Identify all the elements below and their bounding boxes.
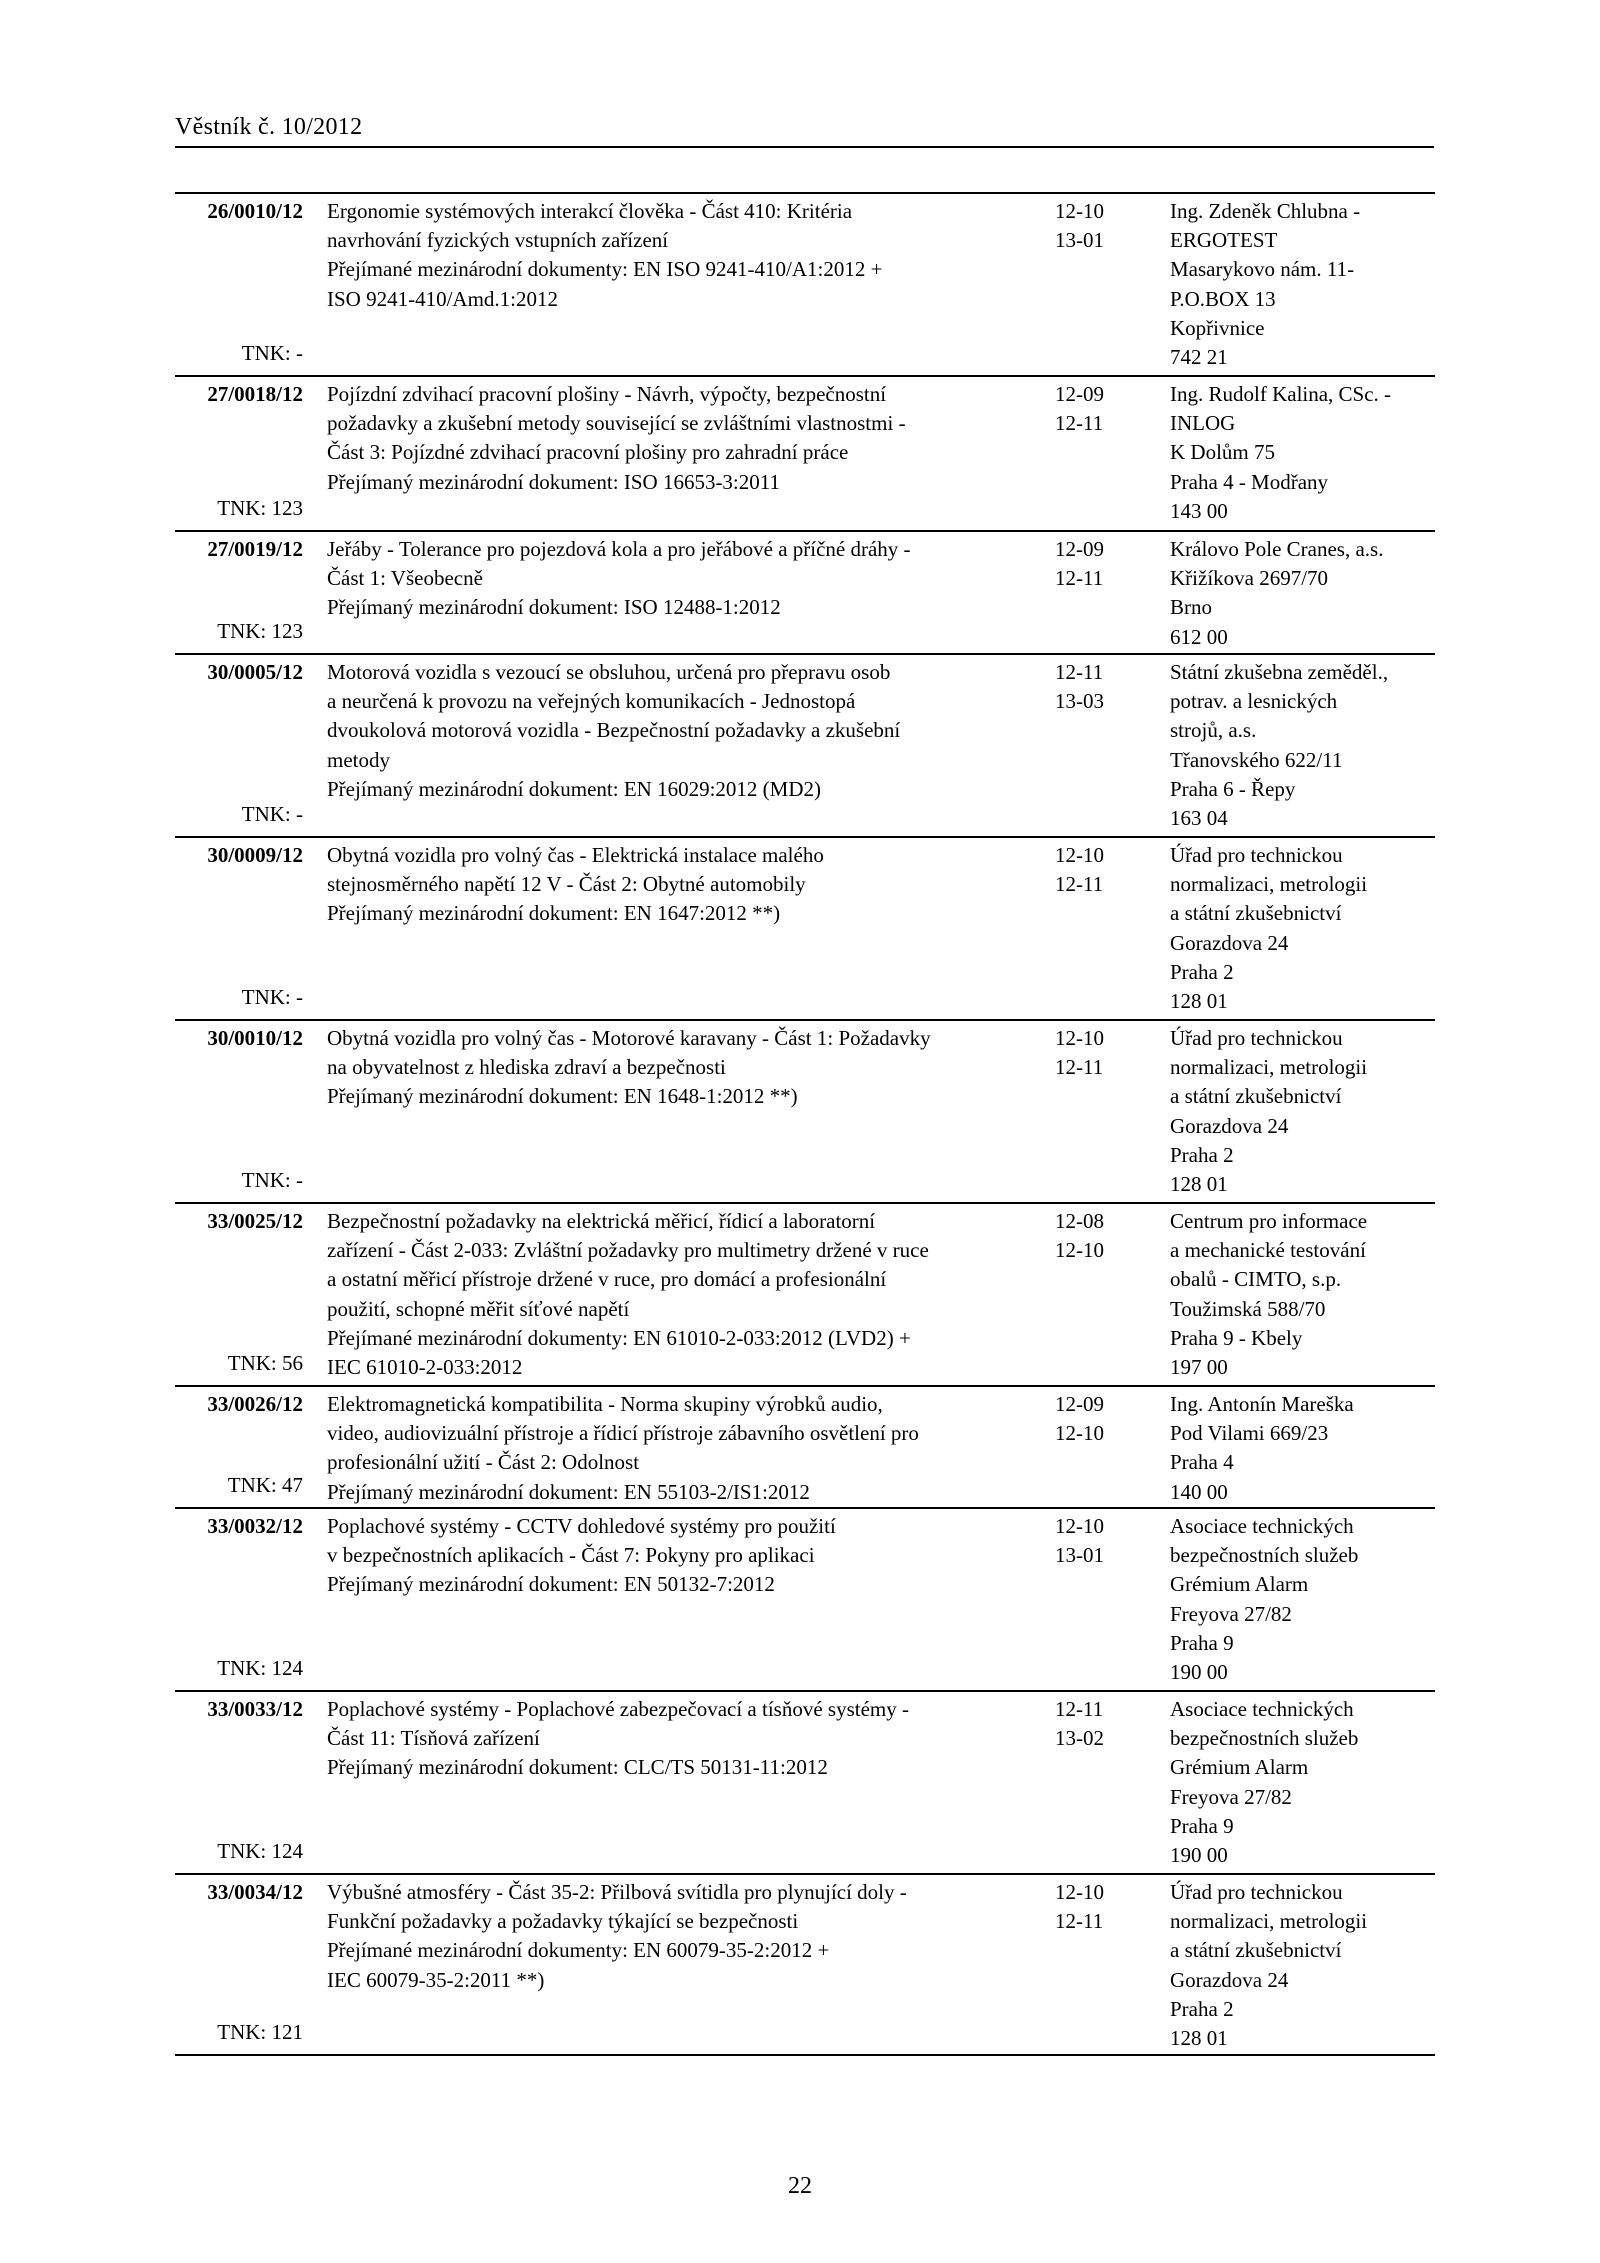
dates-cell [1055, 1207, 1135, 1265]
date-value: 12-11 [1055, 872, 1104, 897]
dates-cell [1055, 658, 1135, 716]
title-line: Přejímaný mezinárodní dokument: CLC/TS 50131-11:2012 [327, 1755, 828, 1780]
address-line: Praha 9 - Kbely [1170, 1325, 1303, 1350]
address-line: Toužimská 588/70 [1170, 1296, 1326, 1321]
title-line: Obytná vozidla pro volný čas - Motorové karavany - Část 1: Požadavky [327, 1026, 931, 1050]
title-line: Obytná vozidla pro volný čas - Elektrická instalace malého [327, 843, 824, 867]
address-line: Grémium Alarm [1170, 1572, 1309, 1597]
table-row [175, 192, 1435, 375]
row-id-cell [175, 841, 303, 1016]
row-id-cell [175, 1878, 303, 2051]
address-line: Kopřivnice [1170, 315, 1265, 340]
title-line: Přejímané mezinárodní dokumenty: EN ISO 9241-410/A1:2012 + [327, 257, 883, 282]
address-line: a státní zkušebnictví [1170, 1084, 1342, 1109]
title-line: na obyvatelnost z hlediska zdraví a bezpečnosti [327, 1055, 726, 1080]
address-line: Praha 9 [1170, 1813, 1234, 1838]
date-value: 12-10 [1055, 1514, 1104, 1538]
tnk-label: TNK: - [241, 340, 303, 365]
address-line: bezpečnostních služeb [1170, 1726, 1359, 1751]
address-cell [1170, 535, 1440, 652]
table-row [175, 530, 1435, 653]
title-line: Přejímaný mezinárodní dokument: EN 1647:2012 **) [327, 901, 781, 926]
project-number: 33/0033/12 [207, 1697, 303, 1721]
title-cell [327, 658, 1047, 804]
date-value: 12-11 [1055, 660, 1104, 684]
title-line: Poplachové systémy - Poplachové zabezpečovací a tísňové systémy - [327, 1697, 909, 1721]
project-number: 30/0010/12 [207, 1026, 303, 1050]
title-line: Jeřáby - Tolerance pro pojezdová kola a pro jeřábové a příčné dráhy - [327, 537, 911, 561]
address-cell [1170, 658, 1440, 833]
project-number: 30/0005/12 [207, 660, 303, 684]
address-line: Centrum pro informace [1170, 1209, 1368, 1233]
table-row [175, 1385, 1435, 1507]
date-value: 12-10 [1055, 1880, 1104, 1904]
address-cell [1170, 1878, 1440, 2053]
title-line: dvoukolová motorová vozidla - Bezpečnostní požadavky a zkušební [327, 718, 901, 743]
title-cell [327, 1390, 1047, 1507]
address-line: Ing. Antonín Mareška [1170, 1392, 1354, 1416]
address-line: 190 00 [1170, 1843, 1228, 1868]
address-line: Brno [1170, 595, 1212, 620]
tnk-label: TNK: - [241, 801, 303, 826]
address-line: Praha 6 - Řepy [1170, 776, 1296, 801]
project-number: 27/0019/12 [207, 537, 303, 561]
date-value: 12-10 [1055, 199, 1104, 223]
tnk-label: TNK: 47 [227, 1472, 303, 1497]
title-line: Přejímané mezinárodní dokumenty: EN 60079-35-2:2012 + [327, 1938, 830, 1963]
address-line: Grémium Alarm [1170, 1755, 1309, 1780]
project-number: 33/0034/12 [207, 1880, 303, 1904]
address-line: a státní zkušebnictví [1170, 1938, 1342, 1963]
address-line: Královo Pole Cranes, a.s. [1170, 537, 1384, 561]
address-line: Asociace technických [1170, 1697, 1354, 1721]
address-line: Praha 9 [1170, 1630, 1234, 1655]
dates-cell [1055, 1878, 1135, 1936]
date-value: 13-03 [1055, 689, 1104, 714]
address-line: Praha 2 [1170, 1142, 1234, 1167]
title-cell [327, 535, 1047, 623]
tnk-label: TNK: 124 [217, 1655, 303, 1680]
address-line: Praha 2 [1170, 1996, 1234, 2021]
project-number: 26/0010/12 [207, 199, 303, 223]
table-row [175, 1019, 1435, 1202]
title-line: zařízení - Část 2-033: Zvláštní požadavky pro multimetry držené v ruce [327, 1238, 929, 1263]
address-line: 143 00 [1170, 498, 1228, 523]
date-value: 12-10 [1055, 1238, 1104, 1263]
address-line: strojů, a.s. [1170, 718, 1257, 743]
date-value: 12-10 [1055, 1026, 1104, 1050]
table-row [175, 1202, 1435, 1385]
address-line: Praha 4 - Modřany [1170, 469, 1329, 494]
address-line: 128 01 [1170, 2026, 1228, 2051]
tnk-label: TNK: - [241, 1167, 303, 1192]
address-line: Pod Vilami 669/23 [1170, 1421, 1329, 1446]
title-line: Přejímané mezinárodní dokumenty: EN 61010-2-033:2012 (LVD2) + [327, 1325, 911, 1350]
title-line: profesionální užití - Část 2: Odolnost [327, 1450, 640, 1475]
title-line: Přejímaný mezinárodní dokument: EN 50132-7:2012 [327, 1572, 775, 1597]
address-line: Praha 2 [1170, 959, 1234, 984]
address-line: Úřad pro technickou [1170, 1026, 1343, 1050]
table-row [175, 375, 1435, 530]
address-line: Freyova 27/82 [1170, 1784, 1292, 1809]
address-line: Ing. Zdeněk Chlubna - [1170, 199, 1361, 223]
project-number: 27/0018/12 [207, 382, 303, 406]
address-line: Praha 4 [1170, 1450, 1234, 1475]
address-line: K Dolům 75 [1170, 440, 1275, 465]
address-line: 128 01 [1170, 989, 1228, 1014]
date-value: 12-11 [1055, 1909, 1104, 1934]
date-value: 12-10 [1055, 843, 1104, 867]
title-line: požadavky a zkušební metody související se zvláštními vlastnostmi - [327, 411, 906, 436]
address-line: P.O.BOX 13 [1170, 286, 1276, 311]
title-line: Ergonomie systémových interakcí člověka - Část 410: Kritéria [327, 199, 853, 223]
date-value: 12-09 [1055, 382, 1104, 406]
address-line: a státní zkušebnictví [1170, 901, 1342, 926]
address-cell [1170, 841, 1440, 1016]
project-number: 33/0025/12 [207, 1209, 303, 1233]
title-line: Bezpečnostní požadavky na elektrická měřicí, řídicí a laboratorní [327, 1209, 876, 1233]
row-id-cell [175, 197, 303, 372]
title-line: IEC 60079-35-2:2011 **) [327, 1967, 545, 1992]
title-line: metody [327, 747, 390, 772]
tnk-label: TNK: 121 [217, 2019, 303, 2044]
address-cell [1170, 1695, 1440, 1870]
dates-cell [1055, 1390, 1135, 1448]
address-line: Úřad pro technickou [1170, 1880, 1343, 1904]
table-row [175, 836, 1435, 1019]
title-line: Výbušné atmosféry - Část 35-2: Přilbová svítidla pro plynující doly - [327, 1880, 907, 1904]
title-cell [327, 1878, 1047, 1995]
address-cell [1170, 1024, 1440, 1199]
title-line: ISO 9241-410/Amd.1:2012 [327, 286, 558, 311]
dates-cell [1055, 535, 1135, 593]
row-id-cell [175, 1207, 303, 1382]
dates-cell [1055, 1024, 1135, 1082]
title-line: a ostatní měřicí přístroje držené v ruce, pro domácí a profesionální [327, 1267, 887, 1292]
title-cell [327, 1024, 1047, 1112]
title-cell [327, 1512, 1047, 1600]
date-value: 12-11 [1055, 566, 1104, 591]
row-id-cell [175, 380, 303, 527]
row-id-cell [175, 658, 303, 833]
tnk-label: TNK: 123 [217, 618, 303, 643]
standards-table [175, 192, 1435, 2056]
table-row [175, 653, 1435, 836]
address-line: INLOG [1170, 411, 1236, 436]
dates-cell [1055, 380, 1135, 438]
table-row [175, 1507, 1435, 1690]
address-cell [1170, 380, 1440, 526]
title-line: použití, schopné měřit síťové napětí [327, 1296, 630, 1321]
title-cell [327, 841, 1047, 929]
date-value: 12-11 [1055, 411, 1104, 436]
title-line: Přejímaný mezinárodní dokument: ISO 16653-3:2011 [327, 469, 780, 494]
row-id-cell [175, 1512, 303, 1687]
address-line: 163 04 [1170, 806, 1228, 831]
address-line: normalizaci, metrologii [1170, 872, 1368, 897]
date-value: 13-01 [1055, 228, 1104, 253]
address-line: 140 00 [1170, 1479, 1228, 1504]
address-line: Gorazdova 24 [1170, 930, 1289, 955]
address-line: Freyova 27/82 [1170, 1601, 1292, 1626]
address-cell [1170, 1207, 1440, 1382]
title-line: Motorová vozidla s vezoucí se obsluhou, určená pro přepravu osob [327, 660, 891, 684]
date-value: 12-11 [1055, 1055, 1104, 1080]
address-line: Asociace technických [1170, 1514, 1354, 1538]
title-line: Část 3: Pojízdné zdvihací pracovní plošiny pro zahradní práce [327, 440, 849, 465]
title-line: Přejímaný mezinárodní dokument: EN 55103-2/IS1:2012 [327, 1479, 810, 1504]
address-line: ERGOTEST [1170, 228, 1278, 253]
title-line: video, audiovizuální přístroje a řídicí přístroje zábavního osvětlení pro [327, 1421, 919, 1446]
title-line: IEC 61010-2-033:2012 [327, 1355, 523, 1380]
table-row [175, 1873, 1435, 2056]
address-line: Státní zkušebna zeměděl., [1170, 660, 1389, 684]
address-line: 612 00 [1170, 624, 1228, 649]
address-line: 128 01 [1170, 1172, 1228, 1197]
title-cell [327, 197, 1047, 314]
project-number: 30/0009/12 [207, 843, 303, 867]
title-line: a neurčená k provozu na veřejných komunikacích - Jednostopá [327, 689, 856, 714]
address-line: normalizaci, metrologii [1170, 1909, 1368, 1934]
dates-cell [1055, 197, 1135, 255]
row-id-cell [175, 1024, 303, 1199]
date-value: 12-11 [1055, 1697, 1104, 1721]
date-value: 13-02 [1055, 1726, 1104, 1751]
address-cell [1170, 1390, 1440, 1507]
title-line: Elektromagnetická kompatibilita - Norma skupiny výrobků audio, [327, 1392, 883, 1416]
address-line: obalů - CIMTO, s.p. [1170, 1267, 1342, 1292]
address-cell [1170, 197, 1440, 372]
title-cell [327, 1207, 1047, 1382]
address-line: a mechanické testování [1170, 1238, 1366, 1263]
title-line: Funkční požadavky a požadavky týkající se bezpečnosti [327, 1909, 799, 1934]
title-line: Část 1: Všeobecně [327, 566, 483, 591]
address-line: normalizaci, metrologii [1170, 1055, 1368, 1080]
address-line: Gorazdova 24 [1170, 1113, 1289, 1138]
address-cell [1170, 1512, 1440, 1687]
title-line: v bezpečnostních aplikacích - Část 7: Pokyny pro aplikaci [327, 1543, 815, 1568]
title-cell [327, 380, 1047, 497]
header-rule [175, 146, 1434, 148]
dates-cell [1055, 841, 1135, 899]
title-line: Přejímaný mezinárodní dokument: EN 1648-1:2012 **) [327, 1084, 798, 1109]
address-line: 190 00 [1170, 1660, 1228, 1685]
title-line: Přejímaný mezinárodní dokument: ISO 12488-1:2012 [327, 595, 781, 620]
date-value: 12-09 [1055, 1392, 1104, 1416]
title-line: Přejímaný mezinárodní dokument: EN 16029:2012 (MD2) [327, 776, 822, 801]
tnk-label: TNK: - [241, 984, 303, 1009]
address-line: Úřad pro technickou [1170, 843, 1343, 867]
project-number: 33/0032/12 [207, 1514, 303, 1538]
row-id-cell [175, 1695, 303, 1870]
dates-cell [1055, 1512, 1135, 1570]
dates-cell [1055, 1695, 1135, 1753]
date-value: 12-10 [1055, 1421, 1104, 1446]
address-line: 197 00 [1170, 1355, 1228, 1380]
address-line: potrav. a lesnických [1170, 689, 1338, 714]
row-id-cell [175, 535, 303, 650]
title-line: Pojízdní zdvihací pracovní plošiny - Návrh, výpočty, bezpečnostní [327, 382, 887, 406]
address-line: bezpečnostních služeb [1170, 1543, 1359, 1568]
tnk-label: TNK: 123 [217, 495, 303, 520]
title-line: Poplachové systémy - CCTV dohledové systémy pro použití [327, 1514, 836, 1538]
title-line: Část 11: Tísňová zařízení [327, 1726, 540, 1751]
project-number: 33/0026/12 [207, 1392, 303, 1416]
address-line: Masarykovo nám. 11- [1170, 257, 1355, 282]
page-header-title: Věstník č. 10/2012 [175, 114, 363, 140]
date-value: 12-09 [1055, 537, 1104, 561]
address-line: Třanovského 622/11 [1170, 747, 1343, 772]
address-line: 742 21 [1170, 345, 1228, 370]
row-id-cell [175, 1390, 303, 1504]
title-cell [327, 1695, 1047, 1783]
tnk-label: TNK: 56 [227, 1350, 303, 1375]
title-line: stejnosměrného napětí 12 V - Část 2: Obytné automobily [327, 872, 806, 897]
tnk-label: TNK: 124 [217, 1838, 303, 1863]
date-value: 12-08 [1055, 1209, 1104, 1233]
address-line: Křižíkova 2697/70 [1170, 566, 1329, 591]
address-line: Gorazdova 24 [1170, 1967, 1289, 1992]
title-line: navrhování fyzických vstupních zařízení [327, 228, 669, 253]
address-line: Ing. Rudolf Kalina, CSc. - [1170, 382, 1392, 406]
date-value: 13-01 [1055, 1543, 1104, 1568]
table-row [175, 1690, 1435, 1873]
page-number: 22 [788, 2173, 812, 2199]
